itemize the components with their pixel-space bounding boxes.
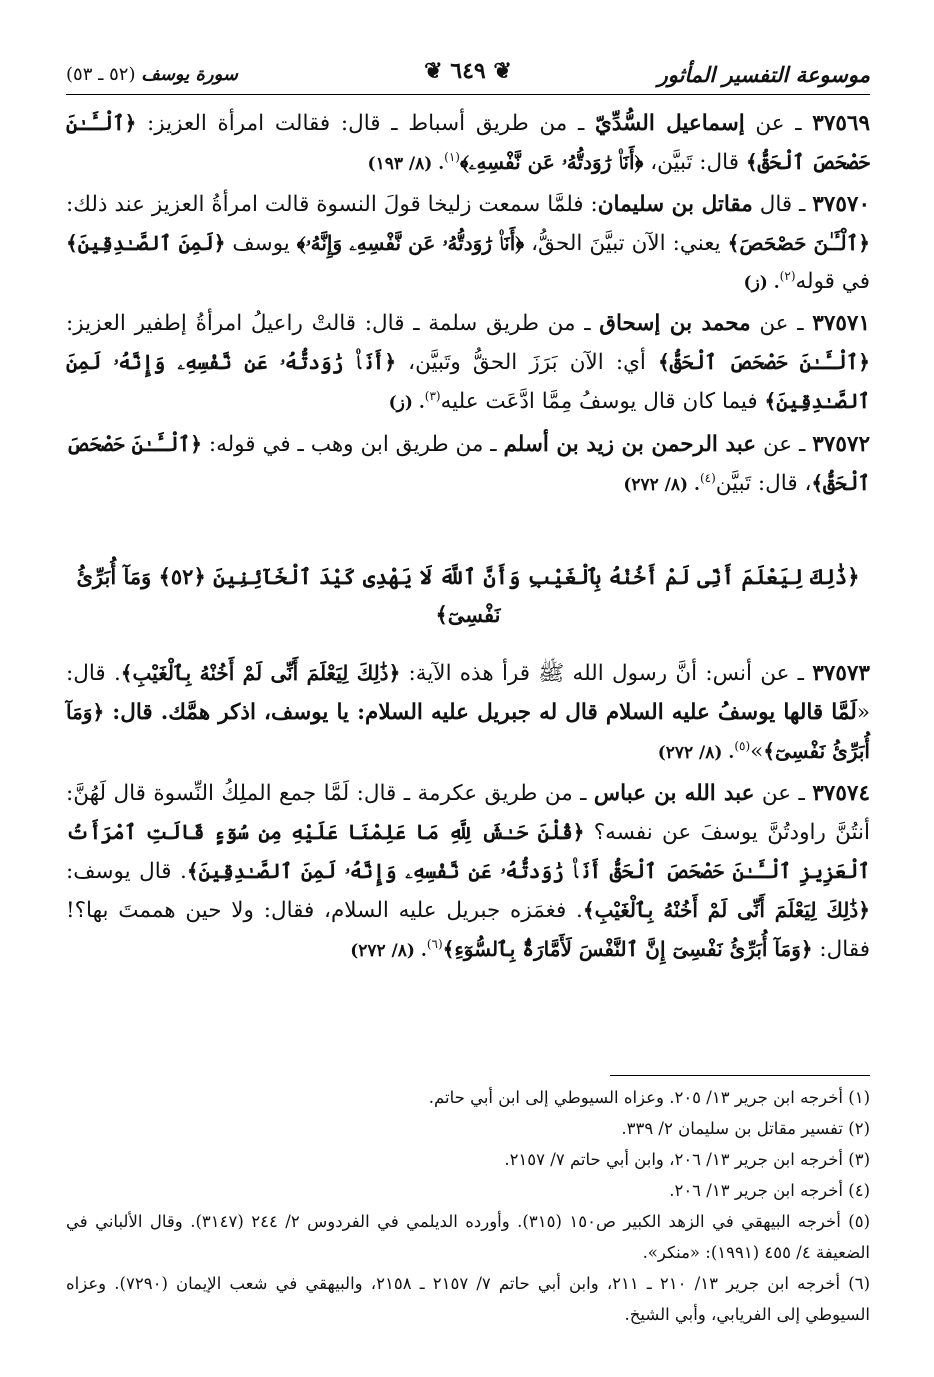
- entry-text: قال: تَبيَّن،: [643, 150, 746, 175]
- entry-number: ٣٧٥٧٠: [812, 192, 870, 217]
- quran-quote: ﴿أَنَا۠ رَٰوَدتُّهُۥ عَن نَّفْسِهِۦ﴾: [459, 150, 644, 174]
- quran-quote: ﴿ذَٰلِكَ لِيَعْلَمَ أَنِّى لَمْ أَخُنْهُ بِٱلْغَيْبِ﴾: [582, 898, 870, 922]
- entry-text: ـ عن أنس: أنَّ رسول الله ﷺ قرأ هذه الآية:: [400, 661, 813, 686]
- surah-name: سورة يوسف: [141, 64, 238, 85]
- entry-text: ـ عن: [756, 432, 813, 457]
- entry-37571: [66, 305, 870, 422]
- entry-text: ـ من طريق أسباط ـ قال: فقالت امرأة العزيز:: [136, 111, 595, 136]
- footnote-rule: [610, 1075, 870, 1076]
- entry-text: يوسف: [225, 231, 297, 256]
- entry-text: ـ من طريق ابن وهب ـ في قوله:: [201, 432, 504, 457]
- book-title: موسوعة التفسير المأثور: [657, 62, 870, 87]
- entry-text: يعني: الآن تبيَّنَ الحقُّ،: [524, 231, 728, 256]
- entry-text: : فلمَّا سمعت زليخا قولَ النسوة قالت امرأةُ العزيز عند ذلك:: [66, 192, 598, 217]
- entry-37572: [66, 425, 870, 504]
- entry-text: . قال يوسف:: [66, 859, 187, 884]
- volume-reference: . (٨/ ٢٧٢): [350, 941, 427, 961]
- entry-37569: [66, 104, 870, 183]
- entry-text: ـ قال: [752, 192, 813, 217]
- narrator-name: إسماعيل السُّدِّيّ: [594, 111, 745, 136]
- entry-number: ٣٧٥٧٣: [812, 661, 870, 686]
- entry-text: ـ من طريق عكرمة ـ قال: لَمَّا جمع الملِكُ النِّسوة قال لَهُنَّ: أنتُنَّ راودتُنَّ يوسفَ عن نفسه؟: [66, 781, 870, 845]
- page-body: [66, 104, 870, 973]
- book-page: [66, 58, 871, 1324]
- entry-37574: [66, 775, 870, 970]
- quran-quote: ﴿قُلْنَ حَـٰشَ لِلَّهِ مَا عَلِمْنَا عَلَيْهِ مِن سُوٓءٍ قَالَتِ ٱمْرَأَتُ ٱلْعَزِيزِ ٱلْـَٔـٰنَ حَصْحَصَ ٱلْحَقُّ أَنَا۠ رَٰوَدتُّهُۥ عَن نَّفْسِهِۦ وَإِنَّهُۥ لَمِنَ ٱلصَّـٰدِقِينَ﴾: [66, 820, 870, 883]
- quran-quote: ﴿ٱلْـَٔـٰنَ حَصْحَصَ﴾: [727, 231, 871, 255]
- footnote-ref[interactable]: (١): [444, 149, 460, 164]
- footnote-4: (٤) أخرجه ابن جرير ١٣/ ٢٠٦.: [669, 1181, 870, 1200]
- entry-text: فيما كان قال يوسفُ مِمَّا ادَّعَت عليه: [440, 389, 765, 414]
- entry-text: في قوله: [795, 269, 870, 294]
- quran-quote: ﴿ٱلْـَٔـٰنَ حَصْحَصَ ٱلْحَقُّ﴾: [658, 350, 870, 374]
- footnote-ref[interactable]: (٥): [734, 738, 751, 753]
- hadith-text: لَمَّا قالها يوسفُ عليه السلام قال له جبريل عليه السلام: يا يوسف، اذكر همَّك. قال:: [104, 700, 857, 725]
- narrator-name: عبد الله بن عباس: [593, 781, 755, 806]
- entry-number: ٣٧٥٧٤: [812, 781, 870, 806]
- footnote-2: (٢) تفسير مقاتل بن سليمان ٢/ ٣٣٩.: [621, 1119, 870, 1138]
- quran-quote: ﴿وَمَآ أُبَرِّئُ نَفْسِىٓ﴾: [66, 700, 870, 763]
- entry-text: ـ من طريق سلمة ـ قال: قالتْ راعيلُ امرأةُ إطفير العزيز:: [66, 311, 600, 336]
- quran-quote: ﴿وَمَآ أُبَرِّئُ نَفْسِىٓ إِنَّ ٱلنَّفْسَ لَأَمَّارَةٌۢ بِٱلسُّوٓءِ﴾: [442, 937, 813, 961]
- volume-reference: . (٨/ ٢٧٢): [623, 475, 700, 495]
- quran-quote: ﴿ٱلْـَٔـٰنَ حَصْحَصَ ٱلْحَقُّ﴾: [66, 111, 870, 174]
- quran-quote: ﴿أَنَا۠ رَٰوَدتُّهُۥ عَن نَّفْسِهِۦ وَإِنَّهُۥ﴾: [296, 231, 525, 255]
- entry-number: ٣٧٥٧٢: [812, 432, 870, 457]
- footnote-ref[interactable]: (٢): [779, 268, 796, 283]
- entry-text: »: [750, 739, 764, 764]
- entry-number: ٣٧٥٦٩: [812, 111, 871, 136]
- narrator-name: مقاتل بن سليمان: [597, 192, 753, 217]
- verse-heading: ﴿ذَٰلِكَ لِيَعْلَمَ أَنِّى لَمْ أَخُنْهُ بِٱلْغَيْبِ وَأَنَّ ٱللَّهَ لَا يَهْدِى كَيْدَ ٱلْخَآئِنِينَ ﴿٥٢﴾ وَمَآ أُبَرِّئُ نَفْسِىٓ﴾: [76, 564, 860, 627]
- volume-reference: . (ز): [388, 393, 425, 413]
- volume-reference: . (ز): [743, 273, 780, 293]
- verse-range: (٥٢ ـ ٥٣): [66, 64, 136, 85]
- footnotes: [66, 1082, 870, 1330]
- surah-heading: [66, 64, 238, 85]
- quran-quote: ﴿ذَٰلِكَ لِيَعْلَمَ أَنِّى لَمْ أَخُنْهُ بِٱلْغَيْبِ﴾: [120, 661, 401, 685]
- footnote-ref[interactable]: (٦): [426, 936, 443, 951]
- footnote-ref[interactable]: (٣): [424, 388, 441, 403]
- entry-text: ـ عن: [744, 111, 813, 136]
- page-header: [66, 60, 870, 92]
- quran-quote: ﴿ٱلْـَٔـٰنَ حَصْحَصَ ٱلْحَقُّ﴾: [66, 432, 870, 495]
- entry-text: ـ عن: [754, 781, 813, 806]
- page-number-value: ٦٤٩: [450, 58, 486, 84]
- volume-reference: . (٨/ ٢٧٢): [657, 743, 735, 763]
- entry-text: أي: الآن بَرَزَ الحقُّ وتَبيَّن،: [396, 350, 658, 375]
- entry-37573: [66, 654, 870, 772]
- entry-text: ، قال: تَبيَّن: [715, 471, 812, 496]
- page-number: ❦ ٦٤٩ ❦: [424, 58, 512, 84]
- footnote-5: (٥) أخرجه البيهقي في الزهد الكبير ص١٥٠ (٣١٥). وأورده الديلمي في الفردوس ٢/ ٢٤٤ (٣١٤٧). وقال الألباني في الضعيفة ٤/ ٤٥٥ (١٩٩١): «منكر».: [66, 1212, 870, 1262]
- footnote-ref[interactable]: (٤): [699, 470, 716, 485]
- narrator-name: محمد بن إسحاق: [599, 311, 751, 336]
- narrator-name: عبد الرحمن بن زيد بن أسلم: [503, 432, 757, 457]
- footnote-6: (٦) أخرجه ابن جرير ١٣/ ٢١٠ ـ ٢١١، وابن أبي حاتم ٧/ ٢١٥٧ ـ ٢١٥٨، والبيهقي في شعب الإيمان (٧٢٩٠). وعزاه السيوطي إلى الفريابي، وأبي الشيخ.: [66, 1274, 871, 1324]
- entry-text: . قال: «: [66, 661, 870, 725]
- footnote-3: (٣) أخرجه ابن جرير ١٣/ ٢٠٦، وابن أبي حاتم ٧/ ٢١٥٧.: [504, 1150, 870, 1169]
- header-rule: [66, 94, 870, 95]
- entry-37570: [66, 186, 870, 302]
- entry-text: ـ عن: [750, 311, 813, 336]
- volume-reference: . (٨/ ١٩٣): [367, 154, 445, 174]
- entry-text: . فغمَزه جبريل عليه السلام، فقال: ولا حين هممتَ بها؟! فقال:: [66, 898, 870, 962]
- quran-quote: ﴿لَمِنَ ٱلصَّـٰدِقِينَ﴾: [66, 231, 226, 255]
- footnote-1: (١) أخرجه ابن جرير ١٣/ ٢٠٥. وعزاه السيوطي إلى ابن أبي حاتم.: [428, 1088, 870, 1107]
- quran-quote: ﴿أَنَا۠ رَٰوَدتُّهُۥ عَن نَّفْسِهِۦ وَإِنَّهُۥ لَمِنَ ٱلصَّـٰدِقِينَ﴾: [66, 350, 870, 413]
- entry-number: ٣٧٥٧١: [812, 311, 871, 336]
